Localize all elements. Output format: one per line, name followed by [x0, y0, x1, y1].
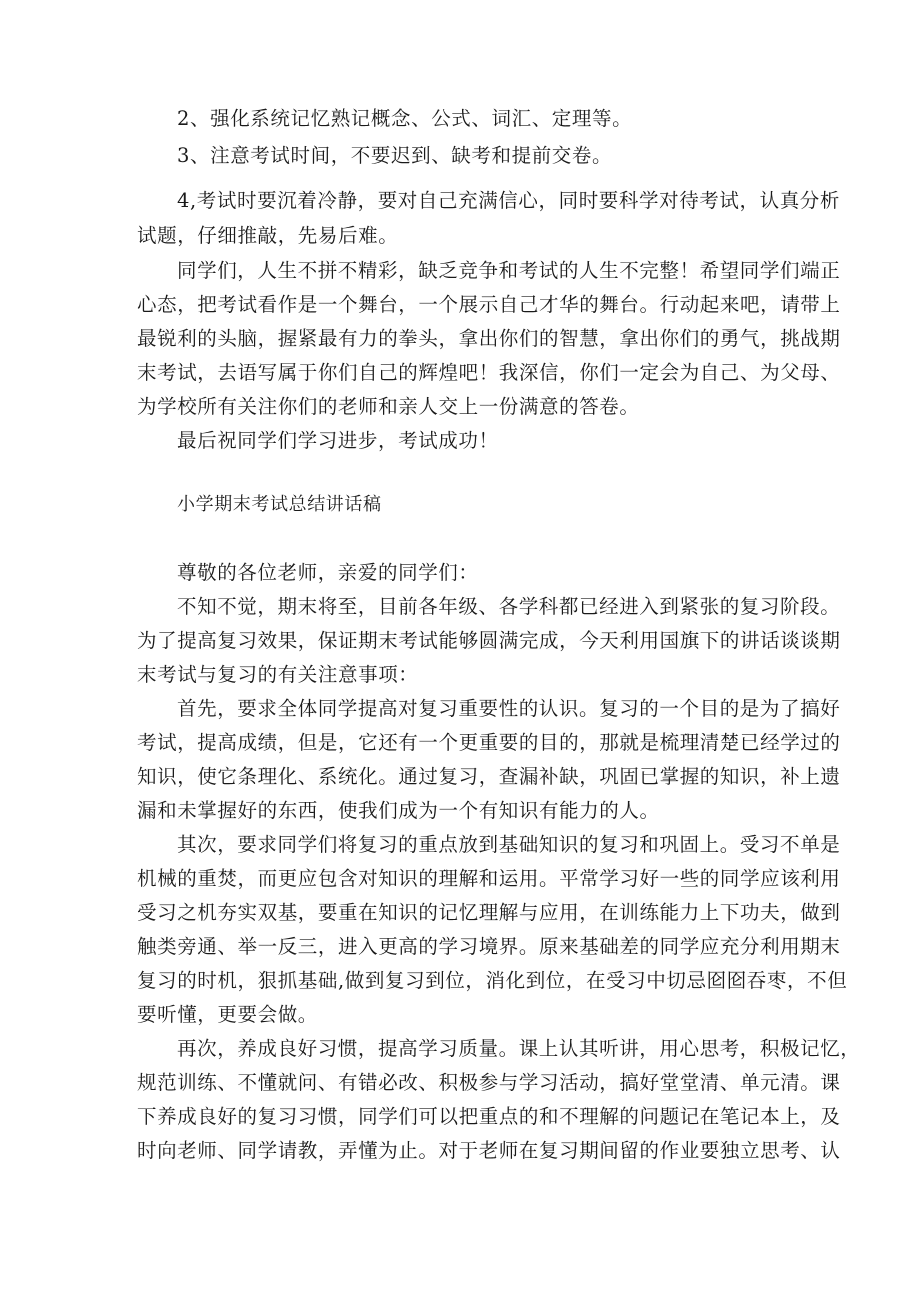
text-line: 再次，养成良好习惯，提高学习质量。课上认其听讲，用心思考，积极记忆， [177, 1037, 861, 1060]
text-line: 试题，仔细推敲，先易后难。 [137, 224, 399, 247]
section-title: 小学期末考试总结讲话稿 [177, 494, 382, 515]
text-line: 其次，要求同学们将复习的重点放到基础知识的复习和巩固上。受习不单是 [177, 833, 841, 856]
text-line: 为学校所有关注你们的老师和亲人交上一份满意的答卷。 [137, 395, 640, 418]
salutation: 尊敬的各位老师，亲爱的同学们： [177, 561, 479, 584]
text-line: 最锐利的头脑，握紧最有力的拳头，拿出你们的智慧，拿出你们的勇气，挑战期 [137, 327, 841, 350]
text-line: 心态，把考试看作是一个舞台，一个展示自己才华的舞台。行动起来吧，请带上 [137, 293, 841, 316]
text-line: 受习之机夯实双基，要重在知识的记忆理解与应用，在训练能力上下功夫，做到 [137, 901, 841, 924]
text-line: 下养成良好的复习习惯，同学们可以把重点的和不理解的问题记在笔记本上，及 [137, 1105, 841, 1128]
text-line: 不知不觉，期末将至，目前各年级、各学科都已经进入到紧张的复习阶段。 [177, 595, 841, 618]
text-line: 2、强化系统记忆熟记概念、公式、词汇、定理等。 [177, 107, 633, 130]
text-line: 机械的重焚，而更应包含对知识的理解和运用。平常学习好一些的同学应该利用 [137, 867, 841, 890]
text-line: 规范训练、不懂就问、有错必改、积极参与学习活动，搞好堂堂清、单元清。课 [137, 1071, 841, 1094]
text-line: 要听懂，更要会做。 [137, 1003, 318, 1026]
text-line: 末考试与复习的有关注意事项： [137, 663, 419, 686]
text-line: 3、注意考试时间，不要迟到、缺考和提前交卷。 [177, 144, 613, 167]
text-line: 漏和未掌握好的东西，使我们成为一个有知识有能力的人。 [137, 799, 660, 822]
text-line: 考试，提高成绩，但是，它还有一个更重要的目的，那就是梳理清楚已经学过的 [137, 731, 841, 754]
text-line: 为了提高复习效果，保证期末考试能够圆满完成，今天利用国旗下的讲话谈谈期 [137, 629, 841, 652]
text-line: 最后祝同学们学习进步，考试成功！ [177, 429, 499, 452]
text-line: 知识，使它条理化、系统化。通过复习，查漏补缺，巩固已掌握的知识，补上遗 [137, 765, 841, 788]
text-line: 末考试，去语写属于你们自己的辉煌吧！我深信，你们一定会为自己、为父母、 [137, 361, 841, 384]
text-line: 同学们，人生不拼不精彩，缺乏竞争和考试的人生不完整！希望同学们端正 [177, 259, 841, 282]
text-line: 首先，要求全体同学提高对复习重要性的认识。复习的一个目的是为了搞好 [177, 697, 841, 720]
text-line: 时向老师、同学请教，弄懂为止。对于老师在复习期间留的作业要独立思考、认 [137, 1139, 841, 1162]
text-line: 复习的时机，狠抓基础,做到复习到位，消化到位，在受习中切忌囵囵吞枣，不但 [137, 969, 848, 992]
text-line: 触类旁通、举一反三，进入更高的学习境界。原来基础差的同学应充分利用期末 [137, 935, 841, 958]
text-line: 4,考试时要沉着冷静，要对自己充满信心，同时要科学对待考试，认真分析 [177, 189, 841, 212]
